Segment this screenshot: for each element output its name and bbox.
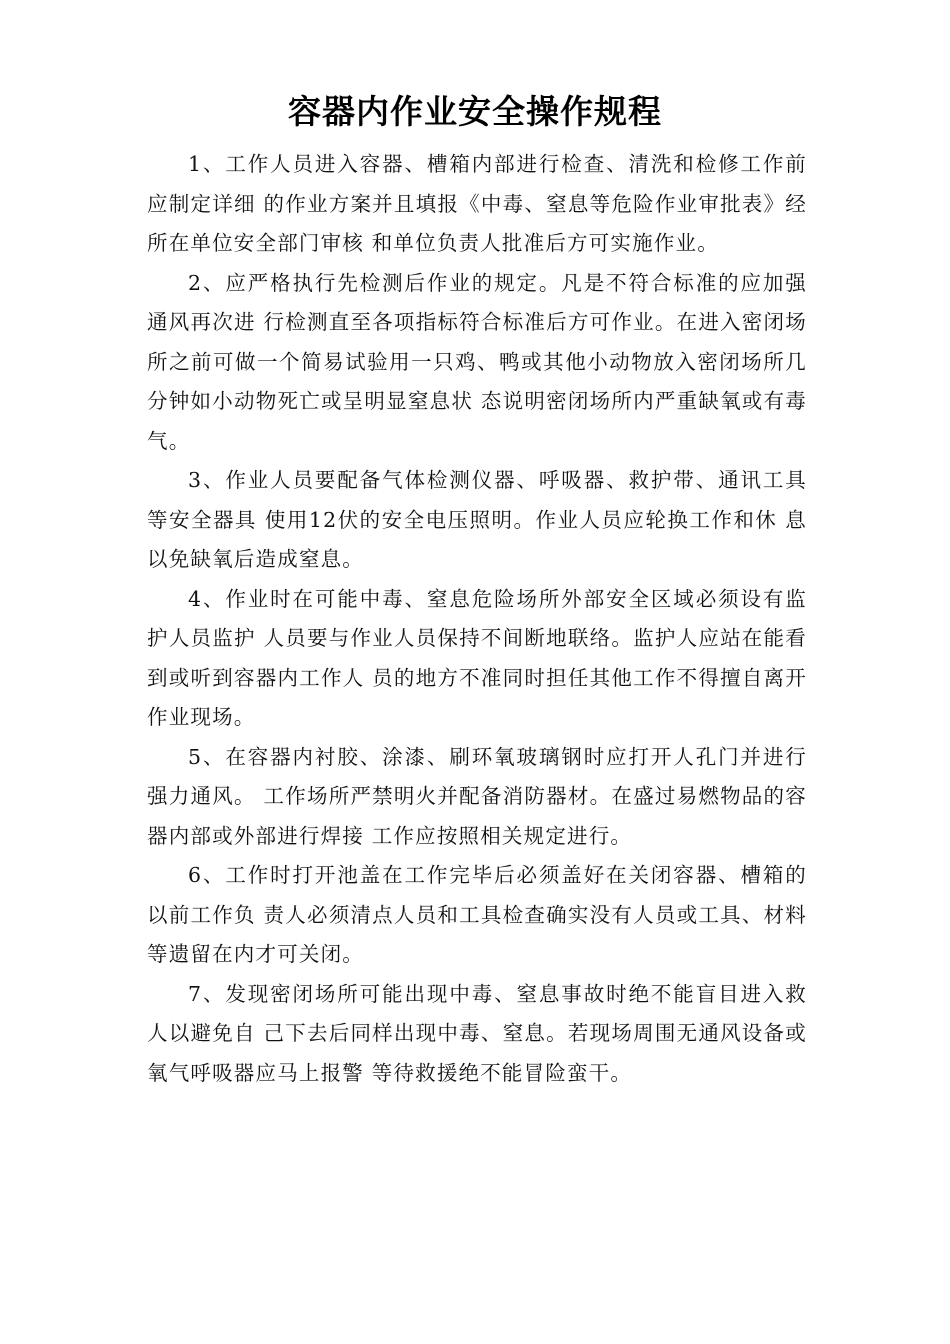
paragraph-3: 3、作业人员要配备气体检测仪器、呼吸器、救护带、通讯工具等安全器具 使用12伏的安全电压照明。作业人员应轮换工作和休 息以免缺氧后造成窒息。 (147, 468, 807, 571)
document-body (147, 145, 807, 1093)
paragraph-7: 7、发现密闭场所可能出现中毒、窒息事故时绝不能盲目进入救人以避免自 己下去后同样出现中毒、窒息。若现场周围无通风设备或氧气呼吸器应马上报警 等待救援绝不能冒险蛮干。 (147, 981, 807, 1085)
paragraph-2: 2、应严格执行先检测后作业的规定。凡是不符合标准的应加强通风再次进 行检测直至各项指标符合标准后方可作业。在进入密闭场所之前可做一个简易试验用一只鸡、鸭或其他小动物放入密闭场所几分钟如小动物死亡或呈明显窒息状 态说明密闭场所内严重缺氧或有毒气。 (147, 270, 807, 453)
paragraph-4: 4、作业时在可能中毒、窒息危险场所外部安全区域必须设有监护人员监护 人员要与作业人员保持不间断地联络。监护人应站在能看到或听到容器内工作人 员的地方不准同时担任其他工作不得擅自离开作业现场。 (147, 586, 807, 729)
paragraph-5: 5、在容器内衬胶、涂漆、刷环氧玻璃钢时应打开人孔门并进行强力通风。 工作场所严禁明火并配备消防器材。在盛过易燃物品的容器内部或外部进行焊接 工作应按照相关规定进行。 (147, 744, 807, 848)
paragraph-1: 1、工作人员进入容器、槽箱内部进行检查、清洗和检修工作前应制定详细 的作业方案并且填报《中毒、窒息等危险作业审批表》经所在单位安全部门审核 和单位负责人批准后方可实施作业。 (147, 152, 807, 255)
paragraph-6: 6、工作时打开池盖在工作完毕后必须盖好在关闭容器、槽箱的以前工作负 责人必须清点人员和工具检查确实没有人员或工具、材料等遗留在内才可关闭。 (147, 863, 807, 966)
document-title: 容器内作业安全操作规程 (288, 92, 662, 131)
